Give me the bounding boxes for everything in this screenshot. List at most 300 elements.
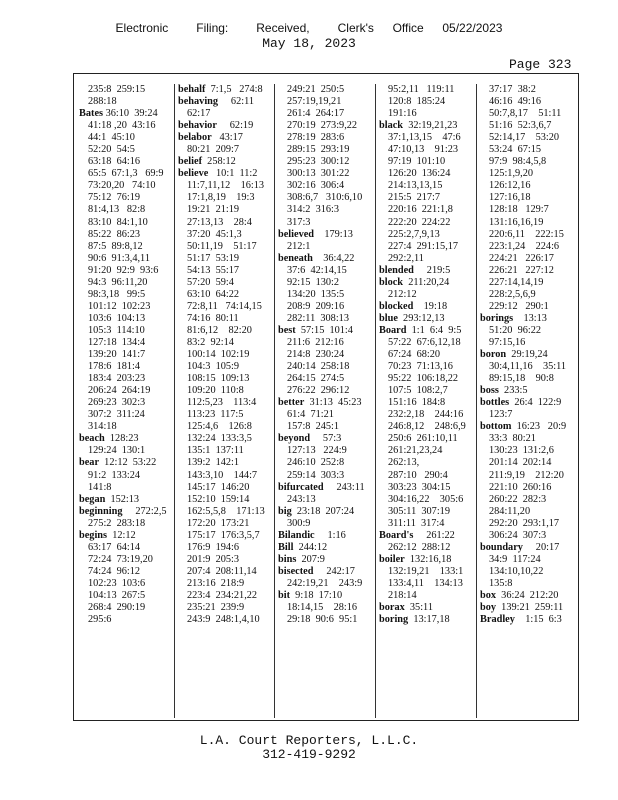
index-entry: [480, 313, 572, 325]
index-continuation: [79, 566, 171, 578]
page-line-refs: 61:4 71:21: [287, 409, 334, 421]
page-line-refs: 129:24 130:1: [88, 445, 146, 457]
index-continuation: [79, 192, 171, 204]
index-continuation: [480, 433, 572, 445]
index-term: believe: [178, 168, 209, 180]
page-line-refs: 85:22 86:23: [88, 228, 141, 240]
page-line-refs: 306:24 307:3: [489, 529, 547, 541]
page-line-refs: 105:3 114:10: [88, 324, 145, 336]
index-continuation: [278, 301, 370, 313]
index-continuation: [379, 373, 471, 385]
page-line-refs: 243:13: [287, 493, 316, 505]
index-continuation: [379, 433, 471, 445]
index-continuation: [79, 301, 171, 313]
page-line-refs: 317:3: [287, 216, 311, 228]
index-continuation: [178, 301, 270, 313]
page-line-refs: 243:11: [323, 481, 365, 493]
page-line-refs: 228:2,5,6,9: [489, 288, 536, 300]
page-line-refs: 95:2,11 119:11: [388, 84, 455, 95]
index-continuation: [278, 168, 370, 180]
index-continuation: [379, 470, 471, 482]
page-line-refs: 262:13,: [388, 457, 420, 469]
index-entry: [480, 397, 572, 409]
index-continuation: [278, 349, 370, 361]
index-continuation: [278, 409, 370, 421]
page-line-refs: 226:21 227:12: [489, 264, 554, 276]
index-entry: [278, 506, 370, 518]
index-continuation: [278, 108, 370, 120]
index-entry: [480, 385, 572, 397]
page-line-refs: 13:13: [513, 312, 547, 324]
index-continuation: [79, 253, 171, 265]
index-term: Bradley: [480, 614, 515, 626]
page-line-refs: 51:16 52:3,6,7: [489, 120, 552, 132]
index-continuation: [178, 253, 270, 265]
page-line-refs: 1:16: [314, 529, 346, 541]
index-continuation: [278, 217, 370, 229]
page-line-refs: 215:5 217:7: [388, 192, 441, 204]
page-line-refs: 62:11: [218, 96, 255, 108]
page-line-refs: 260:22 282:3: [489, 493, 547, 505]
index-continuation: [379, 253, 471, 265]
page-line-refs: 57:20 59:4: [187, 276, 234, 288]
page-line-refs: 311:11 317:4: [388, 517, 445, 529]
page-line-refs: 54:13 55:17: [187, 264, 240, 276]
index-entry: [379, 325, 471, 337]
index-continuation: [178, 349, 270, 361]
index-continuation: [379, 217, 471, 229]
page-line-refs: 90:6 91:3,4,11: [88, 252, 150, 264]
index-continuation: [278, 421, 370, 433]
page-line-refs: 19:18: [413, 300, 448, 312]
index-continuation: [379, 168, 471, 180]
index-continuation: [79, 590, 171, 602]
index-continuation: [480, 132, 572, 144]
page-line-refs: 300:9: [287, 517, 311, 529]
page-line-refs: 102:23 103:6: [88, 577, 146, 589]
page-line-refs: 73:20,20 74:10: [88, 180, 156, 192]
index-entry: [79, 530, 171, 542]
index-continuation: [178, 108, 270, 120]
page-line-refs: 227:4 291:15,17: [388, 240, 459, 252]
index-continuation: [379, 144, 471, 156]
page-line-refs: 92:15 130:2: [287, 276, 340, 288]
index-term: beneath: [278, 252, 313, 264]
page-line-refs: 81:4,13 82:8: [88, 204, 146, 216]
page-line-refs: 232:2,18 244:16: [388, 409, 464, 421]
page-line-refs: 264:15 274:5: [287, 373, 345, 385]
page-line-refs: 81:6,12 82:20: [187, 324, 252, 336]
index-continuation: [178, 361, 270, 373]
page-line-refs: 212:12: [388, 288, 417, 300]
index-entry: [480, 349, 572, 361]
page-line-refs: 41:18 ,20 43:16: [88, 120, 156, 132]
index-continuation: [79, 180, 171, 192]
index-continuation: [79, 385, 171, 397]
page-line-refs: 123:7: [489, 409, 513, 421]
index-continuation: [79, 120, 171, 132]
column-divider: [274, 84, 275, 718]
page-line-refs: 314:18: [88, 421, 117, 433]
index-continuation: [79, 132, 171, 144]
page-line-refs: 249:21 250:5: [287, 84, 345, 95]
page-line-refs: 57:3: [310, 433, 342, 445]
index-term: borings: [480, 312, 514, 324]
index-continuation: [278, 120, 370, 132]
page-line-refs: 314:2 316:3: [287, 204, 340, 216]
page-line-refs: 244:12: [293, 541, 328, 553]
index-continuation: [278, 204, 370, 216]
page-line-refs: 222:20 224:22: [388, 216, 451, 228]
page-line-refs: 7:1,5 274:8: [205, 84, 263, 95]
page-line-refs: 303:23 304:15: [388, 481, 451, 493]
index-column-4: [379, 84, 471, 714]
page-line-refs: 134:20 135:5: [287, 288, 345, 300]
index-entry: [278, 482, 370, 494]
index-continuation: [79, 217, 171, 229]
index-entry: [79, 494, 171, 506]
index-continuation: [278, 361, 370, 373]
index-continuation: [79, 421, 171, 433]
index-term: Board: [379, 324, 407, 336]
page-line-refs: 152:13: [105, 493, 140, 505]
index-term: belabor: [178, 132, 212, 144]
page-line-refs: 46:16 49:16: [489, 96, 542, 108]
index-entry: [278, 530, 370, 542]
page-line-refs: 179:13: [314, 228, 353, 240]
index-column-5: [480, 84, 572, 714]
column-divider: [174, 84, 175, 718]
index-continuation: [379, 506, 471, 518]
page-line-refs: 295:6: [88, 614, 112, 626]
index-term: begins: [79, 529, 108, 541]
index-continuation: [379, 84, 471, 96]
page-line-refs: 1:15 6:3: [514, 614, 562, 626]
index-continuation: [278, 602, 370, 614]
index-continuation: [480, 445, 572, 457]
page-line-refs: 261:4 264:17: [287, 108, 345, 120]
index-continuation: [178, 180, 270, 192]
index-continuation: [480, 277, 572, 289]
page-line-refs: 206:24 264:19: [88, 385, 151, 397]
index-term: blocked: [379, 300, 414, 312]
index-continuation: [79, 470, 171, 482]
index-continuation: [278, 265, 370, 277]
page-line-refs: 51:20 96:22: [489, 324, 542, 336]
index-continuation: [278, 289, 370, 301]
index-continuation: [480, 265, 572, 277]
page-line-refs: 37:17 38:2: [489, 84, 536, 95]
index-continuation: [278, 457, 370, 469]
page-line-refs: 143:3,10 144:7: [187, 469, 258, 481]
page-line-refs: 9:18 17:10: [290, 589, 343, 601]
index-continuation: [379, 578, 471, 590]
index-entry: [79, 433, 171, 445]
page-line-refs: 221:10 260:16: [489, 481, 552, 493]
page-line-refs: 304:16,22 305:6: [388, 493, 464, 505]
index-entry: [379, 530, 471, 542]
index-continuation: [178, 289, 270, 301]
transcript-date: May 18, 2023: [262, 36, 356, 51]
page-line-refs: 134:10,10,22: [489, 565, 544, 577]
index-continuation: [178, 217, 270, 229]
index-continuation: [379, 566, 471, 578]
page-number: Page 323: [509, 57, 572, 72]
index-term: Bill: [278, 541, 294, 553]
index-continuation: [480, 253, 572, 265]
index-continuation: [379, 397, 471, 409]
page-line-refs: 261:21,23,24: [388, 445, 443, 457]
page-line-refs: 72:8,11 74:14,15: [187, 300, 262, 312]
index-term: blended: [379, 264, 414, 276]
index-continuation: [480, 204, 572, 216]
index-continuation: [79, 313, 171, 325]
page-line-refs: 62:19: [216, 120, 254, 132]
index-continuation: [379, 590, 471, 602]
page-line-refs: 246:10 252:8: [287, 457, 345, 469]
page-line-refs: 250:6 261:10,11: [388, 433, 458, 445]
index-continuation: [278, 470, 370, 482]
index-continuation: [79, 554, 171, 566]
index-continuation: [278, 156, 370, 168]
page-line-refs: 87:5 89:8,12: [88, 240, 143, 252]
page-line-refs: 104:3 105:9: [187, 361, 240, 373]
index-entry: [379, 120, 471, 132]
page-line-refs: 107:5 108:2,7: [388, 385, 448, 397]
index-continuation: [178, 204, 270, 216]
index-continuation: [79, 156, 171, 168]
index-continuation: [480, 301, 572, 313]
index-continuation: [379, 457, 471, 469]
index-entry: [79, 506, 171, 518]
index-continuation: [79, 361, 171, 373]
index-continuation: [278, 84, 370, 96]
index-term: boy: [480, 602, 497, 614]
page-line-refs: 127:16,18: [489, 192, 531, 204]
reporter-phone: 312-419-9292: [262, 747, 356, 762]
index-term: bottom: [480, 421, 512, 433]
index-term: behalf: [178, 84, 206, 95]
index-continuation: [178, 590, 270, 602]
page-line-refs: 50:7,8,17 51:11: [489, 108, 562, 120]
page-line-refs: 80:21 209:7: [187, 144, 240, 156]
index-continuation: [178, 265, 270, 277]
page-line-refs: 220:6,11 222:15: [489, 228, 564, 240]
index-continuation: [178, 554, 270, 566]
page-line-refs: 223:1,24 224:6: [489, 240, 560, 252]
page-line-refs: 91:2 133:24: [88, 469, 141, 481]
index-continuation: [178, 229, 270, 241]
page-line-refs: 11:7,11,12 16:13: [187, 180, 265, 192]
index-continuation: [379, 494, 471, 506]
page-line-refs: 83:2 92:14: [187, 336, 234, 348]
index-continuation: [379, 421, 471, 433]
index-continuation: [79, 289, 171, 301]
index-entry: [178, 156, 270, 168]
page-line-refs: 133:4,11 134:13: [388, 577, 463, 589]
index-term: beyond: [278, 433, 311, 445]
index-continuation: [178, 566, 270, 578]
index-continuation: [79, 241, 171, 253]
page-line-refs: 36:10 39:24: [103, 108, 158, 120]
page-line-refs: 30:4,11,16 35:11: [489, 361, 567, 373]
page-line-refs: 63:18 64:16: [88, 156, 141, 168]
page-line-refs: 151:16 184:8: [388, 397, 446, 409]
page-line-refs: 128:23: [104, 433, 139, 445]
page-line-refs: 74:24 96:12: [88, 565, 141, 577]
page-line-refs: 112:5,23 113:4: [187, 397, 257, 409]
page-line-refs: 157:8 245:1: [287, 421, 340, 433]
index-continuation: [379, 229, 471, 241]
index-continuation: [79, 397, 171, 409]
index-entry: [480, 614, 572, 626]
page-line-refs: 36:24 212:20: [496, 589, 559, 601]
page-line-refs: 162:5,5,8 171:13: [187, 505, 265, 517]
index-entry: [480, 602, 572, 614]
index-continuation: [79, 602, 171, 614]
index-continuation: [278, 373, 370, 385]
page-line-refs: 128:18 129:7: [489, 204, 549, 216]
page-line-refs: 83:10 84:1,10: [88, 216, 148, 228]
index-entry: [480, 542, 572, 554]
page-line-refs: 223:4 234:21,22: [187, 589, 258, 601]
page-line-refs: 12:12: [107, 529, 136, 541]
page-line-refs: 242:17: [313, 565, 355, 577]
index-entry: [379, 301, 471, 313]
page-line-refs: 130:23 131:2,6: [489, 445, 554, 457]
page-line-refs: 29:19,24: [506, 349, 548, 361]
index-entry: [379, 614, 471, 626]
page-line-refs: 62:17: [187, 108, 211, 120]
index-continuation: [178, 421, 270, 433]
page-line-refs: 95:22 106:18,22: [388, 373, 459, 385]
index-term: blue: [379, 312, 398, 324]
page-line-refs: 70:23 71:13,16: [388, 361, 453, 373]
page-line-refs: 126:12,16: [489, 180, 531, 192]
page-line-refs: 67:24 68:20: [388, 349, 441, 361]
page-line-refs: 233:5: [498, 385, 528, 397]
index-term: better: [278, 397, 305, 409]
page-line-refs: 269:23 302:3: [88, 397, 146, 409]
index-continuation: [480, 578, 572, 590]
index-term: beach: [79, 433, 105, 445]
index-continuation: [480, 84, 572, 96]
index-continuation: [480, 337, 572, 349]
index-term: best: [278, 324, 296, 336]
index-continuation: [480, 96, 572, 108]
page-line-refs: 97:19 101:10: [388, 156, 446, 168]
index-continuation: [178, 482, 270, 494]
index-term: boiler: [379, 553, 405, 565]
index-continuation: [379, 518, 471, 530]
page-line-refs: 257:19,19,21: [287, 96, 342, 108]
index-continuation: [79, 337, 171, 349]
index-column-1: [79, 84, 171, 714]
index-entry: [379, 313, 471, 325]
index-continuation: [379, 192, 471, 204]
index-continuation: [379, 445, 471, 457]
page-line-refs: 100:14 102:19: [187, 349, 250, 361]
index-continuation: [278, 144, 370, 156]
index-continuation: [178, 602, 270, 614]
index-continuation: [278, 614, 370, 626]
index-continuation: [480, 470, 572, 482]
page-line-refs: 272:2,5: [122, 505, 167, 517]
page-line-refs: 220:16 221:1,8: [388, 204, 453, 216]
index-continuation: [79, 84, 171, 96]
page-line-refs: 27:13,13 28:4: [187, 216, 252, 228]
page-line-refs: 152:10 159:14: [187, 493, 250, 505]
index-entry: [379, 277, 471, 289]
page-line-refs: 292:20 293:1,17: [489, 517, 560, 529]
page-line-refs: 97:15,16: [489, 336, 526, 348]
index-continuation: [379, 409, 471, 421]
page-line-refs: 44:1 45:10: [88, 132, 135, 144]
page-line-refs: 275:2 283:18: [88, 517, 146, 529]
index-continuation: [278, 277, 370, 289]
index-continuation: [480, 494, 572, 506]
page-line-refs: 293:12,13: [397, 312, 445, 324]
index-continuation: [178, 445, 270, 457]
index-continuation: [79, 482, 171, 494]
index-continuation: [379, 132, 471, 144]
index-continuation: [79, 445, 171, 457]
page-line-refs: 307:2 311:24: [88, 409, 145, 421]
page-line-refs: 18:14,15 28:16: [287, 602, 358, 614]
index-entry: [278, 397, 370, 409]
index-entry: [178, 132, 270, 144]
index-continuation: [480, 229, 572, 241]
page-line-refs: 57:15 101:4: [295, 324, 353, 336]
page-line-refs: 20:17: [522, 541, 560, 553]
index-term: black: [379, 120, 404, 132]
index-continuation: [178, 397, 270, 409]
page-line-refs: 113:23 117:5: [187, 409, 244, 421]
index-term: boundary: [480, 541, 523, 553]
index-continuation: [178, 144, 270, 156]
page-line-refs: 282:11 308:13: [287, 312, 349, 324]
index-term: bins: [278, 553, 297, 565]
index-continuation: [379, 542, 471, 554]
index-continuation: [79, 265, 171, 277]
index-continuation: [480, 289, 572, 301]
index-continuation: [379, 289, 471, 301]
index-continuation: [480, 144, 572, 156]
page-line-refs: 201:14 202:14: [489, 457, 552, 469]
page-line-refs: 120:8 185:24: [388, 96, 446, 108]
index-continuation: [379, 385, 471, 397]
page-line-refs: 213:16 218:9: [187, 577, 245, 589]
page-line-refs: 12:12 53:22: [99, 457, 157, 469]
page-line-refs: 211:20,24: [403, 276, 450, 288]
index-continuation: [480, 506, 572, 518]
page-line-refs: 52:14,17 53:20: [489, 132, 560, 144]
index-continuation: [178, 470, 270, 482]
page-line-refs: 36:4,22: [312, 252, 355, 264]
index-entry: [278, 590, 370, 602]
page-line-refs: 219:5: [413, 264, 451, 276]
index-continuation: [379, 180, 471, 192]
index-continuation: [480, 108, 572, 120]
page-line-refs: 284:11,20: [489, 505, 531, 517]
page-line-refs: 51:17 53:19: [187, 252, 240, 264]
index-continuation: [178, 313, 270, 325]
index-entry: [278, 433, 370, 445]
index-continuation: [178, 518, 270, 530]
index-continuation: [379, 361, 471, 373]
page-line-refs: 63:17 64:14: [88, 541, 141, 553]
index-continuation: [178, 614, 270, 626]
